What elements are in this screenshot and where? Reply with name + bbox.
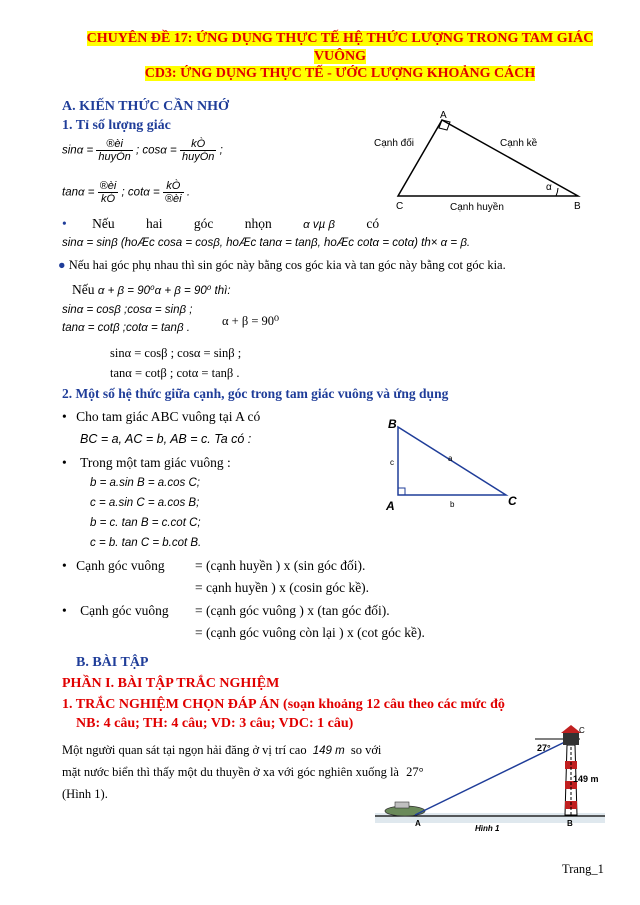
fig2-label-a: A bbox=[386, 499, 395, 513]
rule-2: • Cạnh góc vuông bbox=[62, 603, 169, 618]
section-a-heading: A. KIẾN THỨC CẦN NHỚ bbox=[62, 99, 229, 114]
section-b-heading: B. BÀI TẬP bbox=[76, 655, 149, 670]
document-subtitle bbox=[70, 66, 610, 82]
triangle-figure-1 bbox=[370, 108, 610, 216]
title-line-2: CD3: ỨNG DỤNG THỰC TẾ - ƯỚC LƯỢNG KHOẢNG CÁCH bbox=[144, 66, 536, 81]
rule-1: • Cạnh góc vuông bbox=[62, 558, 165, 573]
given-triangle: • Cho tam giác ABC vuông tại A có bbox=[62, 409, 261, 424]
fig1-alpha-label: α bbox=[546, 182, 552, 193]
fig3-caption: Hình 1 bbox=[475, 824, 500, 833]
relation-formula-2: c = a.sin C = a.cos B; bbox=[90, 497, 200, 509]
pair-condition: α + β = 90⁰ bbox=[222, 314, 280, 328]
if-equal-row: • Nếu hai góc nhọn α vµ β có bbox=[62, 216, 380, 231]
rule-1-b: = cạnh huyền ) x (cosin góc kề). bbox=[195, 580, 370, 595]
relation-formula-1: b = a.sin B = a.cos C; bbox=[90, 477, 200, 489]
question-line-2: mặt nước biển thì thấy một du thuyền ở xa với góc nghiên xuống là 27° bbox=[62, 765, 424, 779]
bullet-icon: • bbox=[62, 216, 67, 231]
right-angle-mark-2 bbox=[398, 488, 405, 495]
lighthouse-roof bbox=[561, 725, 581, 733]
title-line-1: CHUYÊN ĐỀ 17: ỨNG DỤNG THỰC TẾ HỆ THỨC LƯỢNG TRONG TAM GIÁC VUÔNG bbox=[86, 31, 594, 64]
complement-note: ● Nếu hai góc phụ nhau thì sin góc này bằng cos góc kia và tan góc này bằng cot góc kia. bbox=[58, 258, 506, 272]
bullet-icon: • bbox=[62, 603, 67, 618]
mc-heading-line-2: NB: 4 câu; TH: 4 câu; VD: 3 câu; VDC: 1 câu) bbox=[76, 716, 354, 731]
fig2-side-a: a bbox=[448, 454, 453, 463]
if-sum-row: Nếu α + β = 90⁰α + β = 90⁰ thì: bbox=[72, 282, 231, 297]
question-line-3: (Hình 1). bbox=[62, 787, 108, 801]
fig3-label-c: C bbox=[579, 726, 585, 735]
relation-formula-3: b = c. tan B = c.cot C; bbox=[90, 517, 201, 529]
subheading-relations: 2. Một số hệ thức giữa cạnh, góc trong tam giác vuông và ứng dụng bbox=[62, 386, 449, 401]
pair-formula-1: sinα = cosβ ;cosα = sinβ ; bbox=[62, 304, 193, 316]
rule-1-a: = (cạnh huyền ) x (sin góc đối). bbox=[195, 558, 366, 573]
question-line-1: Một người quan sát tại ngọn hải đăng ở vị trí cao 149 m so với bbox=[62, 743, 382, 757]
rule-2-a: = (cạnh góc vuông ) x (tan góc đối). bbox=[195, 603, 390, 618]
sin-cos-formula: sinα = $\frac{®èi}{\text{huyÒn}}$ ; cosα = $\frac{kÒ}{\text{huyÒn}}$ ; bbox=[62, 138, 223, 163]
document-title bbox=[70, 30, 610, 66]
fig3-angle-label: 27° bbox=[537, 743, 551, 753]
triangle-figure-2 bbox=[380, 415, 530, 515]
mc-heading-line-1: 1. TRẮC NGHIỆM CHỌN ĐÁP ÁN (soạn khoảng 12 câu theo các mức độ bbox=[62, 697, 505, 712]
lighthouse-lamp bbox=[563, 733, 579, 745]
fig1-label-c: C bbox=[396, 201, 404, 212]
alpha-arc bbox=[556, 188, 558, 196]
fig2-label-c: C bbox=[508, 494, 517, 508]
fig1-adjacent-label: Cạnh kề bbox=[500, 138, 538, 149]
fig2-side-b: b bbox=[450, 500, 455, 509]
subheading-ratios: 1. Tỉ số lượng giác bbox=[62, 118, 171, 133]
equal-angles-formula: sinα = sinβ (hoÆc cosa = cosβ, hoÆc tanα = tanβ, hoÆc cotα = cotα) th× α = β. bbox=[62, 237, 471, 249]
in-right-triangle: • Trong một tam giác vuông : bbox=[62, 455, 231, 470]
fig1-opposite-label: Cạnh đối bbox=[374, 138, 415, 149]
fig3-label-b: B bbox=[567, 819, 573, 828]
part-1-heading: PHẦN I. BÀI TẬP TRẮC NGHIỆM bbox=[62, 676, 280, 691]
fig2-side-c: c bbox=[390, 458, 394, 467]
fig3-label-a: A bbox=[415, 819, 421, 828]
tan-cot-formula: tanα = $\frac{®èi}{kÒ}$ ; cotα = $\frac{kÒ}{®èi}$ . bbox=[62, 180, 191, 205]
bullet-icon: ● bbox=[58, 258, 66, 272]
bullet-icon: • bbox=[62, 455, 67, 470]
bullet-icon: • bbox=[62, 409, 67, 424]
pair-formula-2: tanα = cotβ ;cotα = tanβ . bbox=[62, 322, 190, 334]
page-number: Trang_1 bbox=[562, 862, 604, 876]
lighthouse-figure bbox=[375, 725, 605, 835]
given-sides: BC = a, AC = b, AB = c. Ta có : bbox=[80, 432, 252, 446]
rule-2-b: = (cạnh góc vuông còn lại ) x (cot góc kề). bbox=[195, 625, 425, 640]
plain-formula-2: tanα = cotβ ; cotα = tanβ . bbox=[110, 366, 240, 380]
yacht-cabin bbox=[395, 802, 409, 808]
relation-formula-4: c = b. tan C = b.cot B. bbox=[90, 537, 202, 549]
plain-formula-1: sinα = cosβ ; cosα = sinβ ; bbox=[110, 346, 242, 360]
fig1-label-b: B bbox=[574, 201, 581, 212]
bullet-icon: • bbox=[62, 558, 67, 573]
fig1-hypotenuse-label: Cạnh huyền bbox=[450, 202, 504, 213]
fig2-label-b: B bbox=[388, 417, 397, 431]
fig1-label-a: A bbox=[440, 110, 447, 121]
fig3-height-label: 149 m bbox=[573, 774, 599, 784]
